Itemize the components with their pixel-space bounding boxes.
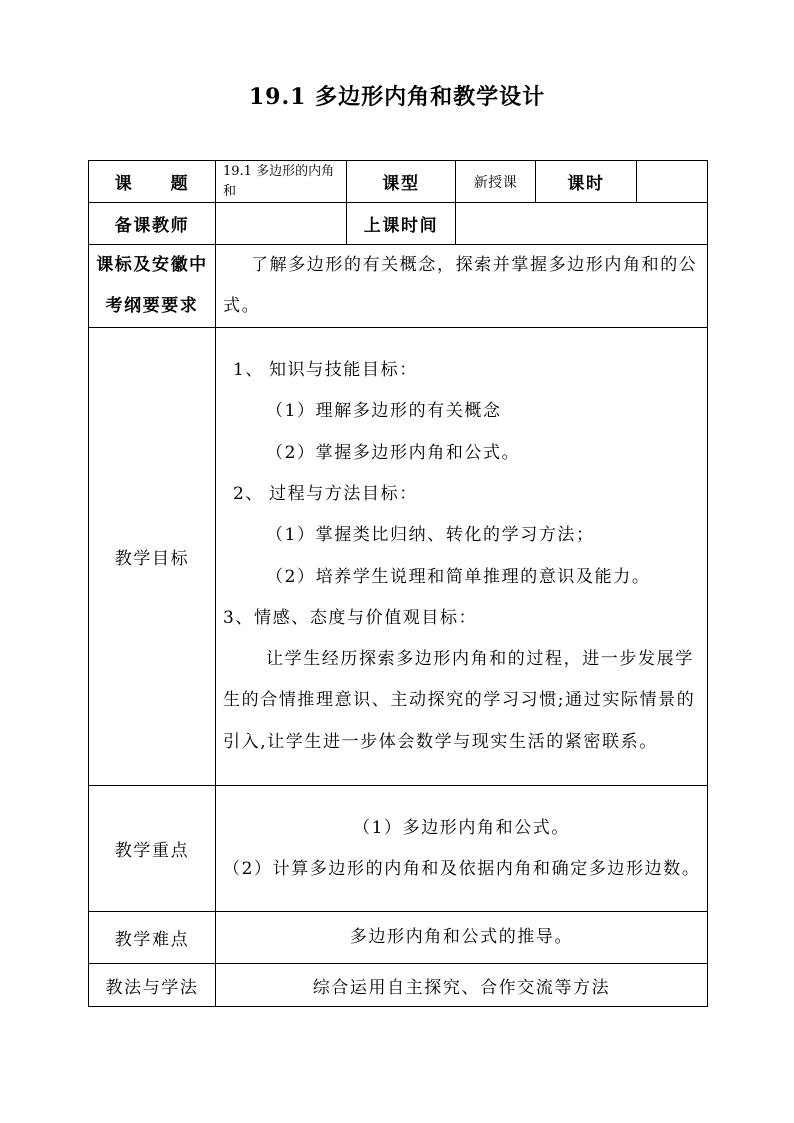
info-row <box>89 203 708 245</box>
class-hours-value-cell <box>637 161 708 203</box>
class-hours-label: 课时 <box>536 161 637 203</box>
key-points-content <box>216 786 708 912</box>
standards-line: 了解多边形的有关概念，探索并掌握多边形内角和的公 <box>251 255 698 275</box>
attitude-paragraph-line: 生的合情推理意识、主动探究的学习习惯;通过实际情景的 <box>223 690 696 711</box>
difficulties-row <box>89 912 708 964</box>
teacher-value-cell <box>216 203 347 245</box>
teacher-label: 备课教师 <box>89 203 216 245</box>
attitude-heading: 3、情感、态度与价值观目标： <box>223 607 478 628</box>
key-points-label: 教学重点 <box>89 786 216 912</box>
methods-content: 综合运用自主探究、合作交流等方法 <box>216 964 708 1007</box>
difficulty-text: 多边形内角和公式的推导。 <box>349 927 574 947</box>
lesson-plan-table <box>88 160 708 1007</box>
header-row <box>89 161 708 203</box>
key-point-line: （1）多边形内角和公式。 <box>352 817 570 838</box>
methods-label: 教法与学法 <box>89 964 216 1007</box>
difficulties-content <box>216 912 708 964</box>
attitude-paragraph-line: 让学生经历探索多边形内角和的过程，进一步发展学 <box>266 649 694 670</box>
lesson-type-value: 新授课 <box>456 161 536 203</box>
class-time-label: 上课时间 <box>347 203 456 245</box>
standards-line: 式。 <box>223 296 261 316</box>
knowledge-item: （2）掌握多边形内角和公式。 <box>266 442 521 463</box>
process-heading <box>223 474 700 515</box>
knowledge-heading-text: 知识与技能目标： <box>269 360 418 381</box>
standards-label: 课标及安徽中考纲要要求 <box>89 245 216 328</box>
objectives-content <box>216 328 708 786</box>
objectives-label: 教学目标 <box>89 328 216 786</box>
process-item: （2）培养学生说理和简单推理的意识及能力。 <box>266 566 651 587</box>
standards-row <box>89 245 708 328</box>
class-time-value-cell <box>456 203 708 245</box>
objectives-row <box>89 328 708 786</box>
attitude-paragraph-line: 引入,让学生进一步体会数学与现实生活的紧密联系。 <box>223 731 658 752</box>
topic-value: 19.1 多边形的内角和 <box>223 163 335 199</box>
process-number: 2、 <box>233 483 265 504</box>
process-item: （1）掌握类比归纳、转化的学习方法； <box>266 525 595 546</box>
methods-row <box>89 964 708 1007</box>
lesson-type-label: 课型 <box>347 161 456 203</box>
difficulties-label: 教学难点 <box>89 912 216 964</box>
topic-label: 课 题 <box>89 161 216 203</box>
standards-content <box>216 245 708 328</box>
knowledge-item: （1）理解多边形的有关概念 <box>266 401 502 422</box>
document-title: 19.1 多边形内角和教学设计 <box>248 84 546 110</box>
topic-value-cell <box>216 161 347 203</box>
key-points-row <box>89 786 708 912</box>
process-heading-text: 过程与方法目标： <box>269 483 418 504</box>
knowledge-number: 1、 <box>233 360 265 381</box>
knowledge-heading <box>223 350 700 391</box>
key-point-line: （2）计算多边形的内角和及依据内角和确定多边形边数。 <box>223 858 701 879</box>
